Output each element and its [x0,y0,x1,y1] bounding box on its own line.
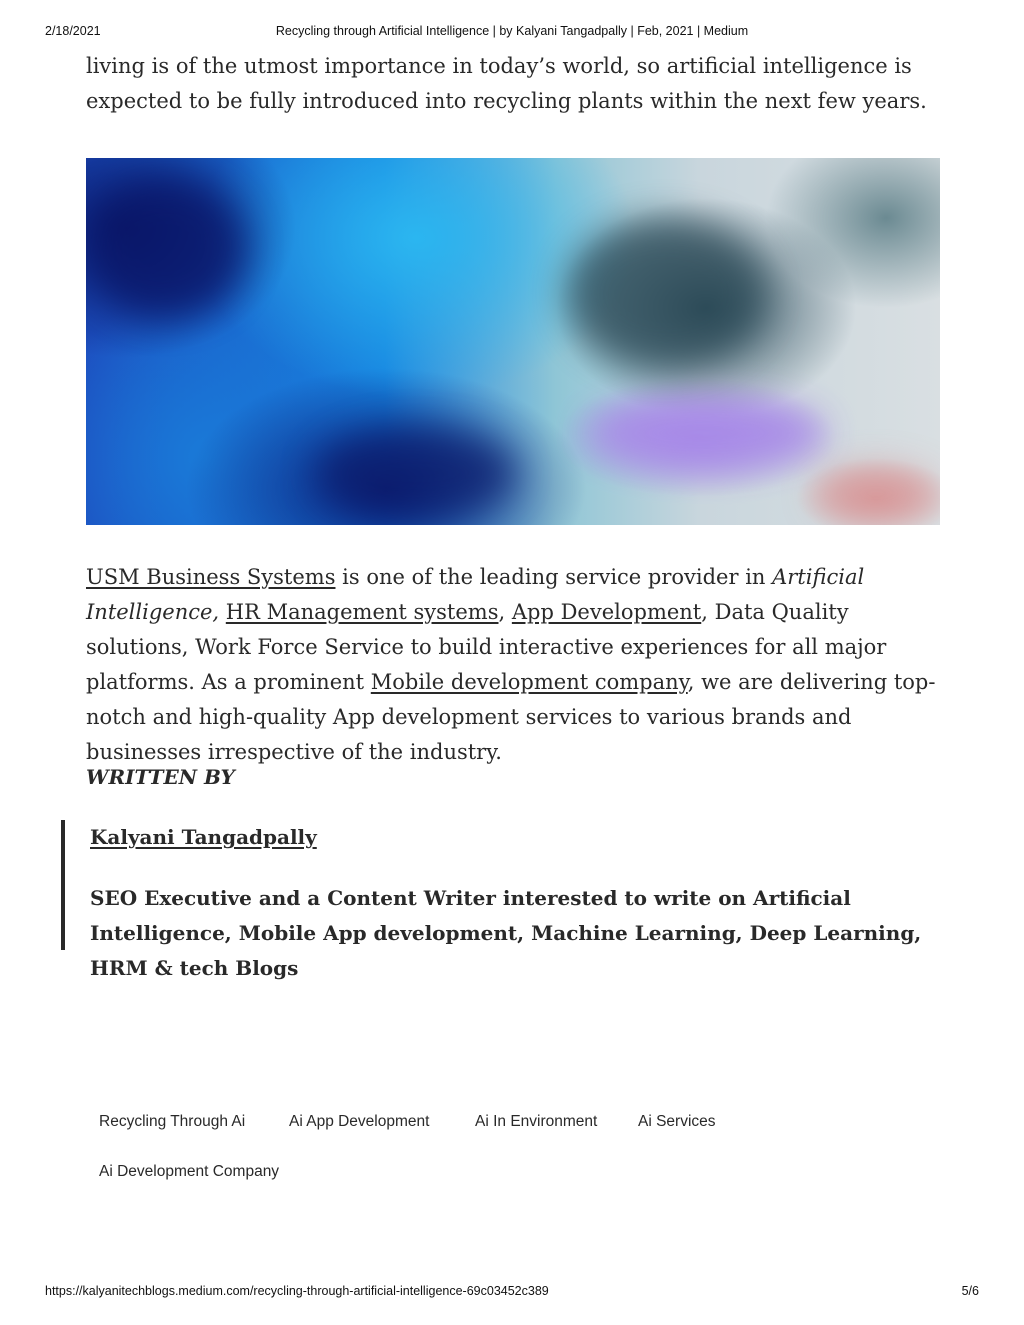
tag-ai-services[interactable]: Ai Services [638,1113,716,1130]
print-url: https://kalyanitechblogs.medium.com/recycling-through-artificial-intelligence-69c03452c389 [45,1284,549,1298]
italic-text: Artificial Intelligence, [86,565,865,624]
app-development-link[interactable]: App Development [511,600,702,624]
tag-recycling-through-ai[interactable]: Recycling Through Ai [99,1113,246,1130]
image-blur-blob [586,398,826,468]
print-header [0,24,1024,42]
text-run [219,600,226,624]
tag-list [99,1110,859,1210]
text-run: , Data Quality solutions, Work Force Service to build interactive experiences for all major platforms. As a prominent [86,600,887,694]
text-run: , [498,600,512,624]
author-bio: SEO Executive and a Content Writer interested to write on Artificial Intelligence, Mobile App development, Machine Learning, Deep Learning, HRM & tech Blogs [90,886,922,980]
author-blockquote [61,820,945,980]
article-paragraph-top [86,49,946,119]
print-page-number: 5/6 [961,1284,979,1298]
print-date: 2/18/2021 [45,24,101,38]
paragraph-text: living is of the utmost importance in today’s world, so artificial intelligence is expected to be fully introduced into recycling plants within the next few years. [86,54,927,113]
mobile-development-company-link[interactable]: Mobile development company [370,670,688,694]
text-run: is one of the leading service provider in [335,565,773,589]
tag-ai-in-environment[interactable]: Ai In Environment [475,1113,598,1130]
print-footer [0,1284,1024,1302]
tag-ai-development-company[interactable]: Ai Development Company [99,1163,280,1180]
tag-row [99,1160,859,1210]
tag-ai-app-development[interactable]: Ai App Development [289,1113,430,1130]
tag-row [99,1110,859,1160]
article-paragraph-main [86,560,946,770]
image-blur-blob [86,178,246,318]
image-blur-blob [566,218,766,368]
written-by-label: WRITTEN BY [86,765,235,789]
image-blur-blob [816,468,936,518]
paragraph-text [86,560,946,770]
hr-management-systems-link[interactable]: HR Management systems [225,600,499,624]
text-run: , we are delivering top-notch and high-quality App development services to various brands and businesses irrespective of the industry. [86,670,936,764]
image-blur-blob [316,428,516,518]
article-hero-image [86,158,940,525]
print-title: Recycling through Artificial Intelligence | by Kalyani Tangadpally | Feb, 2021 | Medium [275,24,749,38]
usm-business-systems-link[interactable]: USM Business Systems [86,565,336,589]
author-name-link[interactable]: Kalyani Tangadpally [90,825,317,849]
